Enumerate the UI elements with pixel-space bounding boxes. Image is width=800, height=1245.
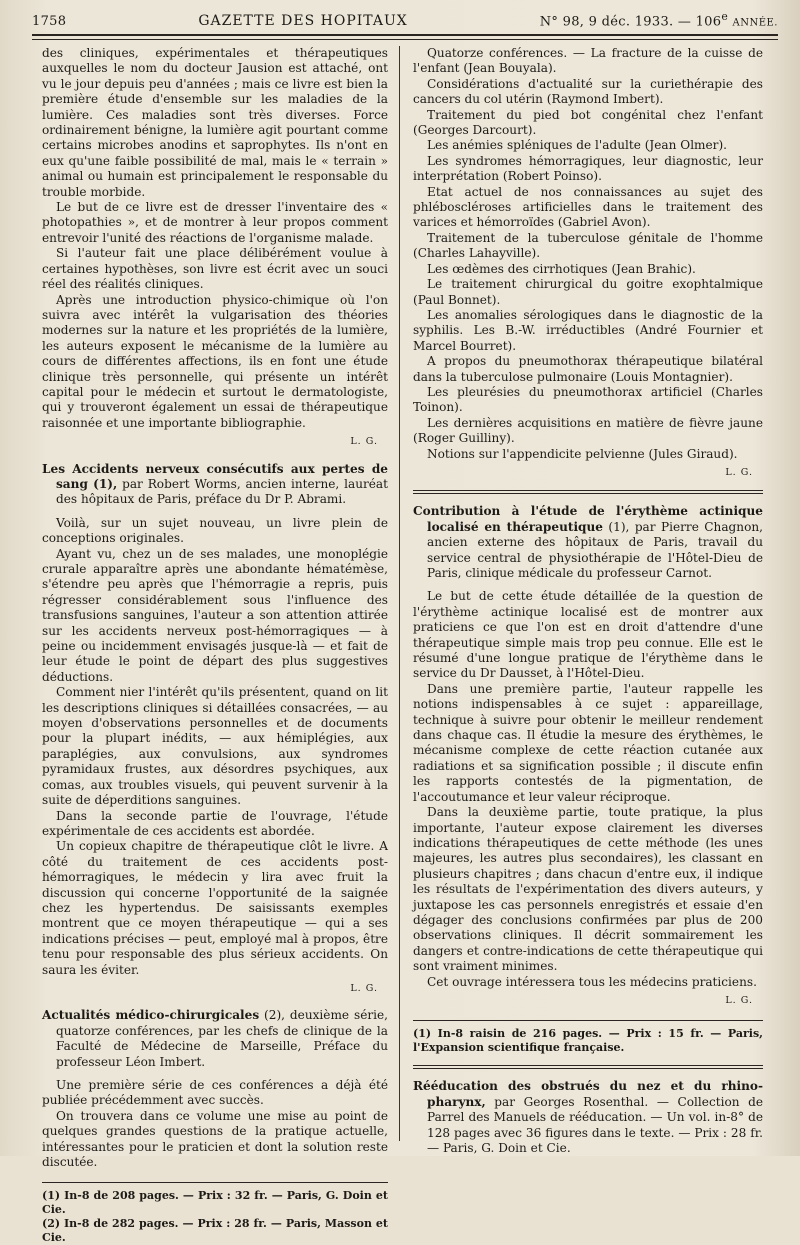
paragraph: Comment nier l'intérêt qu'ils présentent, quand on lit les descriptions cliniques si détaillées consacrées, — au moyen d'observations personnelles et de documents pour la plupart inédits, — aux hémiplégies, aux paraplégies, aux convulsions, aux syndromes pyramidaux frustes, aux désordres psychiques, aux comas, aux troubles visuels, qui peuvent survenir à la suite de déperditions sanguines. bbox=[42, 685, 388, 808]
page-header bbox=[32, 10, 778, 34]
review-byline: par Georges Rosenthal. — Collection de Parrel des Manuels de rééducation. — Un vol. in-8° de 128 pages avec 36 figures dans le texte. — Prix : 28 fr. — Paris, G. Doin et Cie. bbox=[427, 1094, 763, 1155]
conference-item: Le traitement chirurgical du goitre exophtalmique (Paul Bonnet). bbox=[413, 277, 763, 307]
paragraph: des cliniques, expérimentales et thérapeutiques auxquelles le nom du docteur Jausion est attaché, ont vu le jour depuis peu d'années ; mais ce livre est bien la première étude d'ensemble sur les maladies de la lumière. Ces maladies sont très diverses. Force ordinairement bénigne, la lumière agit pourtant comme certains microbes anodins et saprophytes. Ils n'ont en eux qu'une faible possibilité de mal, mais le « terrain » animal ou humain est principalement le responsable du trouble morbide. bbox=[42, 46, 388, 199]
issue-sup: e bbox=[721, 10, 729, 23]
conference-item: Traitement du pied bot congénital chez l'enfant (Georges Darcourt). bbox=[413, 107, 763, 138]
review-heading bbox=[413, 1079, 763, 1156]
review-title: Les Accidents nerveux consécutifs aux pertes de sang bbox=[42, 461, 388, 491]
header-rule-thin bbox=[32, 39, 778, 40]
conference-item: Les anomalies sérologiques dans le diagnostic de la syphilis. Les B.-W. irréductibles (André Fournier et Marcel Bourret). bbox=[413, 307, 763, 353]
paragraph: Dans la seconde partie de l'ouvrage, l'étude expérimentale de ces accidents est abordée. bbox=[42, 808, 388, 838]
column-divider bbox=[399, 46, 400, 1141]
conference-item: Les dernières acquisitions en matière de fièvre jaune (Roger Guilliny). bbox=[413, 415, 763, 446]
issue-annee: ANNÉE. bbox=[732, 17, 778, 29]
conference-item: Considérations d'actualité sur la curiethérapie des cancers du col utérin (Raymond Imbert). bbox=[413, 76, 763, 107]
footnote: (2) In-8 de 282 pages. — Prix : 28 fr. — Paris, Masson et Cie. bbox=[42, 1217, 388, 1245]
review-byline: par Robert Worms, ancien interne, lauréat des hôpitaux de Paris, préface du Dr P. Abrami. bbox=[56, 476, 389, 507]
paragraph: Ayant vu, chez un de ses malades, une monoplégie crurale apparaître après une abondante hématémèse, s'étendre peu après que l'hémorragie a repris, puis régresser considérablement sous l'influence des transfusions sanguines, l'auteur a son attention attirée sur les accidents nerveux post-hémorragiques — à peine ou incidemment envisagés jusque-là — et fait de leur étude le point de départ des plus suggestives déductions. bbox=[42, 546, 388, 684]
footnote-rule bbox=[413, 1020, 763, 1021]
conference-item: Les anémies spléniques de l'adulte (Jean Olmer). bbox=[427, 138, 728, 153]
conference-item: A propos du pneumothorax thérapeutique bilatéral dans la tuberculose pulmonaire (Louis Montagnier). bbox=[413, 354, 763, 384]
paragraph: On trouvera dans ce volume une mise au point de quelques grandes questions de la pratique actuelle, intéressantes pour le praticien et dont la solution reste discutée. bbox=[42, 1108, 388, 1170]
conference-item: Les syndromes hémorragiques, leur diagnostic, leur interprétation (Robert Poinso). bbox=[413, 153, 763, 184]
signature: L. G. bbox=[350, 982, 378, 994]
footnote-rule bbox=[42, 1182, 388, 1183]
footnote-ref: (1), bbox=[87, 476, 118, 491]
right-column bbox=[413, 46, 763, 1156]
paragraph: Une première série de ces conférences a déjà été publiée précédemment avec succès. bbox=[42, 1078, 388, 1108]
paragraph: Dans la deuxième partie, toute pratique, la plus importante, l'auteur expose clairement les diverses indications thérapeutiques de cette méthode (les unes majeures, les autres plus secondaires), les classant en plusieurs chapitres ; dans chacun d'entre eux, il indique les résultats de l'expérimentation des divers auteurs, y juxtapose les cas personnels enregistrés et essaie d'en dégager des conclusions confirmées par plus de 200 observations cliniques. Il décrit sommairement les dangers et contre-indications de cette thérapeutique qui sont vraiment minimes. bbox=[413, 805, 763, 974]
journal-title: GAZETTE DES HOPITAUX bbox=[198, 13, 408, 30]
paragraph: Le but de cette étude détaillée de la question de l'érythème actinique localisé est de montrer aux praticiens ce que l'on est en droit d'attendre d'une thérapeutique simple mais trop peu connue. Elle est le résumé d'une longue pratique de l'érythème dans le service du Dr Dausset, à l'Hôtel-Dieu. bbox=[413, 589, 763, 681]
issue-main: N° 98, 9 déc. 1933. — 106 bbox=[539, 14, 722, 30]
paragraph: Cet ouvrage intéressera tous les médecins praticiens. bbox=[427, 974, 757, 989]
conference-item: Etat actuel de nos connaissances au sujet des phléboscléroses artificielles dans le traitement des varices et hémorroïdes (Gabriel Avon). bbox=[413, 184, 763, 230]
review-byline: (2), deuxième série, quatorze conférences, par les chefs de clinique de la Faculté de Médecine de Marseille, Préface du professeur Léon Imbert. bbox=[56, 1008, 388, 1069]
paragraph: Après une introduction physico-chimique où l'on suivra avec intérêt la vulgarisation des théories modernes sur la nature et les propriétés de la lumière, les auteurs exposent le mécanisme de la lumière au cours de différentes affections, ils en font une étude clinique très personnelle, qui présente un intérêt capital pour le médecin et surtout le dermatologiste, qui y trouveront également un essai de thérapeutique raisonnée et une importante bibliographie. bbox=[42, 292, 388, 430]
signature: L. G. bbox=[725, 466, 753, 478]
conference-item: Quatorze conférences. — La fracture de la cuisse de l'enfant (Jean Bouyala). bbox=[413, 46, 763, 76]
review-title: Contribution à l'étude de l'érythème actinique localisé en thérapeutique bbox=[413, 504, 763, 534]
issue-info bbox=[540, 10, 778, 29]
paragraph: Un copieux chapitre de thérapeutique clôt le livre. A côté du traitement de ces accidents post-hémorragiques, le médecin y lira avec fruit la discussion qui concerne l'opportunité de la saignée chez les hypertendus. De saisissants exemples montrent que ce moyen thérapeutique — qui a ses indications précises — peut, employé mal à propos, être tenu pour responsable des plus sérieux accidents. On saura les éviter. bbox=[42, 839, 388, 977]
page-number: 1758 bbox=[32, 14, 67, 30]
paragraph: Dans une première partie, l'auteur rappelle les notions indispensables à ce sujet : appareillage, technique à suivre pour obtenir le meilleur rendement dans chaque cas. Il étudie la mesure des érythèmes, le mécanisme complexe de cette réaction cutanée aux radiations et sa signification possible ; il discute enfin les rapports contestés de la pigmentation, de l'accoutumance et leur valeur réciproque. bbox=[413, 681, 763, 804]
conference-item: Traitement de la tuberculose génitale de l'homme (Charles Lahayville). bbox=[413, 230, 763, 261]
paragraph: Si l'auteur fait une place délibérément voulue à certaines hypothèses, son livre est écrit avec un souci réel des réalités cliniques. bbox=[42, 246, 388, 292]
review-heading bbox=[413, 504, 763, 581]
section-double-rule bbox=[413, 1065, 763, 1069]
section-double-rule bbox=[413, 490, 763, 494]
review-title: Actualités médico-chirurgicales bbox=[42, 1008, 260, 1023]
review-byline: (1), par Pierre Chagnon, ancien externe des hôpitaux de Paris, travail du service central de physiothérapie de l'Hôtel-Dieu de Paris, clinique médicale du professeur Carnot. bbox=[427, 519, 763, 580]
signature: L. G. bbox=[725, 994, 753, 1006]
review-title: Rééducation des obstrués du nez et du rhino-pharynx, bbox=[413, 1079, 763, 1109]
footnote: (1) In-8 de 208 pages. — Prix : 32 fr. — Paris, G. Doin et Cie. bbox=[42, 1189, 388, 1217]
signature: L. G. bbox=[350, 436, 378, 448]
header-rule bbox=[32, 34, 778, 36]
paragraph: Voilà, sur un sujet nouveau, un livre plein de conceptions originales. bbox=[42, 515, 388, 546]
left-column bbox=[42, 46, 388, 1245]
review-heading bbox=[42, 462, 388, 508]
footnote: (1) In-8 raisin de 216 pages. — Prix : 15 fr. — Paris, l'Expansion scientifique française. bbox=[413, 1027, 763, 1055]
conference-item: Les pleurésies du pneumothorax artificiel (Charles Toinon). bbox=[413, 384, 763, 415]
paragraph: Le but de ce livre est de dresser l'inventaire des « photopathies », et de montrer à leur propos comment entrevoir l'unité des réactions de l'organisme malade. bbox=[42, 200, 388, 245]
review-heading bbox=[42, 1008, 388, 1070]
conference-item: Notions sur l'appendicite pelvienne (Jules Giraud). bbox=[427, 446, 738, 461]
conference-item: Les œdèmes des cirrhotiques (Jean Brahic). bbox=[427, 261, 696, 276]
